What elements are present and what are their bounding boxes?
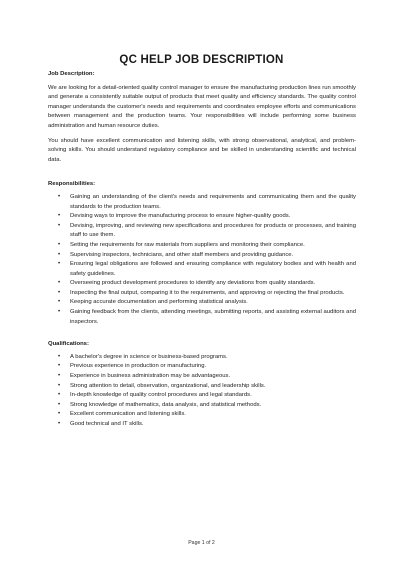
list-item: • Ensuring legal obligations are followed and ensuring compliance with regulatory bodies and with health and safety guidelines. bbox=[70, 260, 356, 279]
list-item: • Strong attention to detail, observation, organizational, and leadership skills. bbox=[70, 382, 356, 392]
job-description-paragraph-1: We are looking for a detail-oriented quality control manager to ensure the manufacturing production lines run smoothly and generate a consistently suitable output of products that meet quality and efficiency standards. The quality control manager understands the customer's needs and requirements and coordinates employee efforts and communications between management and the production teams. Your responsibilities will include performing some business administration and human resource duties. bbox=[48, 84, 356, 129]
list-item: • Supervising inspectors, technicians, and other staff members and providing guidance. bbox=[70, 251, 356, 261]
list-item: • Previous experience in production or manufacturing. bbox=[70, 362, 356, 372]
qualifications-list bbox=[48, 353, 356, 430]
list-item: • Keeping accurate documentation and performing statistical analysis. bbox=[70, 298, 356, 308]
list-item: • Overseeing product development procedures to identify any deviations from quality standards. bbox=[70, 279, 356, 289]
list-item: • Inspecting the final output, comparing it to the requirements, and approving or rejecting the final products. bbox=[70, 289, 356, 299]
list-item: • In-depth knowledge of quality control procedures and legal standards. bbox=[70, 391, 356, 401]
list-item: • Good technical and IT skills. bbox=[70, 420, 356, 430]
responsibilities-list bbox=[48, 193, 356, 327]
job-description-paragraph-2: You should have excellent communication and listening skills, with strong observational, analytical, and problem-solving skills. You should understand regulatory compliance and be skilled in understanding scientific and technical data. bbox=[48, 137, 356, 163]
list-item: • Setting the requirements for raw materials from suppliers and monitoring their compliance. bbox=[70, 241, 356, 251]
list-item: • Strong knowledge of mathematics, data analysis, and statistical methods. bbox=[70, 401, 356, 411]
list-item: • Excellent communication and listening skills. bbox=[70, 410, 356, 420]
list-item: • Devising, improving, and reviewing new specifications and procedures for products or processes, and training staff to use them. bbox=[70, 222, 356, 241]
job-description-heading: Job Description: bbox=[48, 71, 95, 77]
responsibilities-heading: Responsibilities: bbox=[48, 181, 96, 188]
page-title: QC HELP JOB DESCRIPTION bbox=[119, 54, 284, 66]
list-item: • Gaining an understanding of the client's needs and requirements and communicating them and the quality standards to the production teams. bbox=[70, 193, 356, 212]
qualifications-heading: Qualifications: bbox=[48, 341, 89, 348]
list-item: • A bachelor's degree in science or business-based programs. bbox=[70, 353, 356, 363]
list-item: • Gaining feedback from the clients, attending meetings, submitting reports, and assisting external auditors and inspectors. bbox=[70, 308, 356, 327]
list-item: • Devising ways to improve the manufacturing process to ensure higher-quality goods. bbox=[70, 212, 356, 222]
list-item: • Experience in business administration may be advantageous. bbox=[70, 372, 356, 382]
page-footer: Page 1 of 2 bbox=[188, 540, 215, 546]
document-body bbox=[48, 70, 356, 430]
